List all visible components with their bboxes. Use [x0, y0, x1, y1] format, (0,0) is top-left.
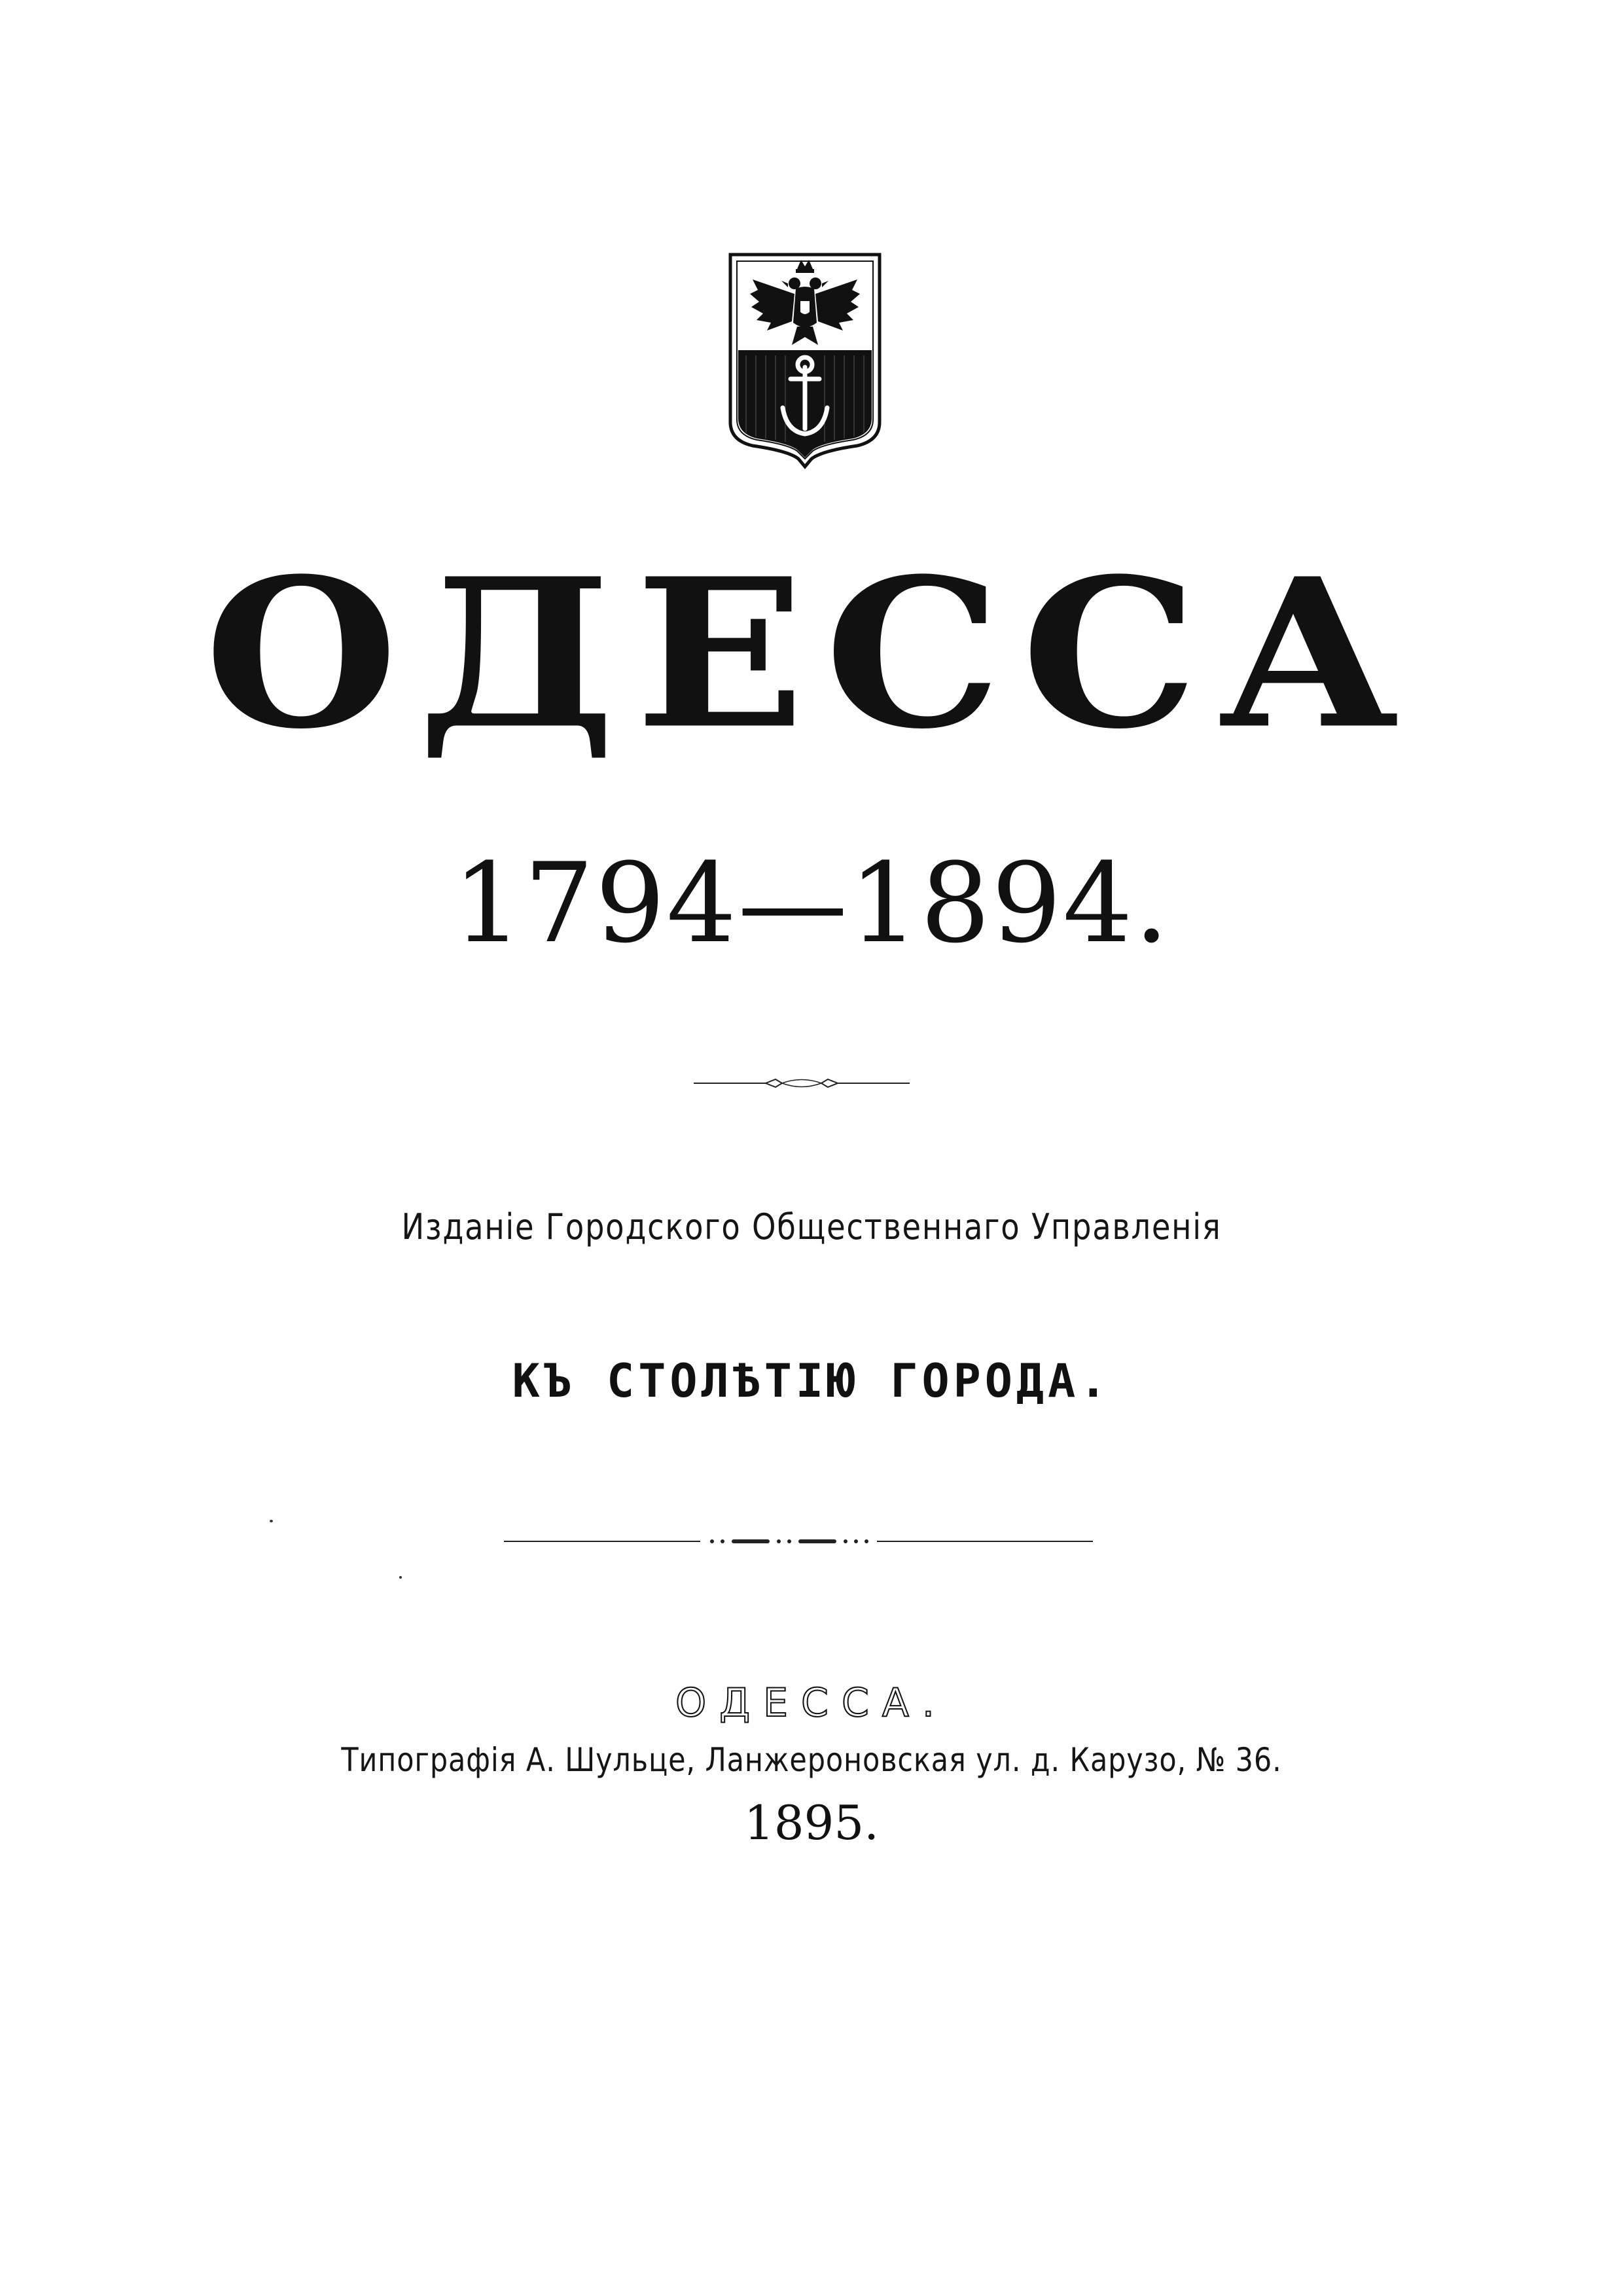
ornamental-divider-bottom — [504, 1532, 1093, 1551]
imprint-press: Типографія А. Шульце, Ланжероновская ул. д. Карузо, № 36. — [341, 1741, 1282, 1779]
ornamental-divider-top — [694, 1073, 910, 1093]
coat-of-arms-emblem — [726, 251, 883, 470]
page-title: ОДЕССА — [204, 534, 1419, 775]
scan-speck — [270, 1520, 273, 1522]
years-range: 1794—1894. — [452, 839, 1171, 967]
imprint-city: ОДЕССА. — [675, 1680, 948, 1726]
scan-speck — [399, 1576, 402, 1579]
imprint-year: 1895. — [743, 1795, 880, 1850]
publisher-line: Изданіе Городского Общественнаго Управленія — [401, 1206, 1222, 1247]
occasion-line: КЪ СТОЛѢТІЮ ГОРОДА. — [512, 1354, 1111, 1408]
